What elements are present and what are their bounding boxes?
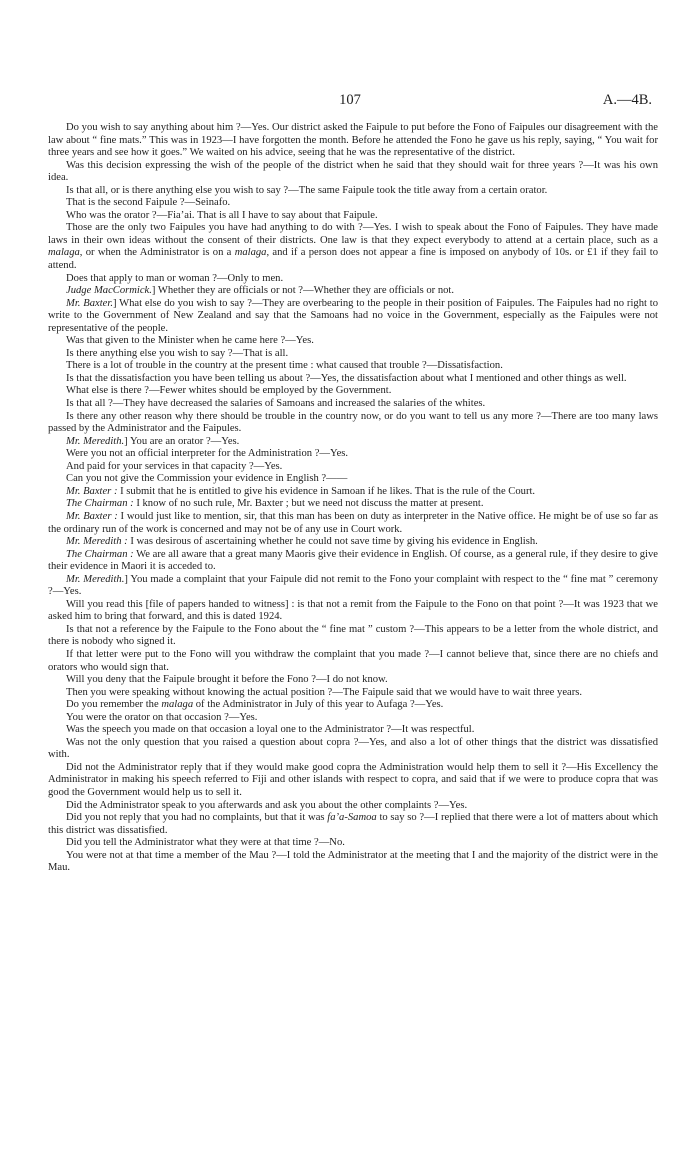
- paragraph: [48, 197, 658, 210]
- text-run: Was that given to the Minister when he came here ?—Yes.: [66, 335, 314, 347]
- text-run: Will you deny that the Faipule brought it before the Fono ?—I do not know.: [66, 674, 388, 686]
- paragraph: [48, 398, 658, 411]
- paragraph: [48, 373, 658, 386]
- italic-text-run: Mr. Meredith.: [66, 435, 125, 447]
- text-run: Is there any other reason why there should be trouble in the country now, or do you want to tell us any more ?—There are too many laws passed by the Administrator and the Faipules.: [48, 410, 658, 435]
- text-run: Do you remember the: [66, 699, 162, 711]
- paragraph: [48, 185, 658, 198]
- italic-text-run: fa’a-Samoa: [327, 812, 377, 824]
- paragraph: [48, 699, 658, 712]
- text-run: Who was the orator ?—Fia’ai. That is all I have to say about that Faipule.: [66, 209, 378, 221]
- document-reference: A.—4B.: [602, 92, 652, 108]
- paragraph: [48, 360, 658, 373]
- text-run: ] Whether they are officials or not ?—Whether they are officials or not.: [151, 285, 455, 297]
- paragraph: [48, 448, 658, 461]
- paragraph: [48, 737, 658, 762]
- paragraph: [48, 385, 658, 398]
- paragraph: [48, 436, 658, 449]
- paragraph: [48, 160, 658, 185]
- paragraph: [48, 222, 658, 272]
- paragraph: [48, 411, 658, 436]
- paragraph: [48, 285, 658, 298]
- paragraph: [48, 837, 658, 850]
- paragraph: [48, 335, 658, 348]
- text-run: I submit that he is entitled to give his evidence in Samoan if he likes. That is the rule of the Court.: [117, 485, 536, 497]
- text-run: Do you wish to say anything about him ?—Yes. Our district asked the Faipule to put before the Fono of Faipules our disagreement with the law about “ fine mats.” This was in 1923—I have forgotten the month. Before he attended the Fono he gave us his reply, saying, “ You wait for three years and see how it goes.” We waited on his advice, seeing that he was the representative of the district.: [48, 122, 658, 159]
- paragraph: [48, 473, 658, 486]
- paragraph: [48, 674, 658, 687]
- paragraph: [48, 486, 658, 499]
- text-run: Was the speech you made on that occasion a loyal one to the Administrator ?—It was respectful.: [66, 724, 475, 736]
- text-run: There is a lot of trouble in the country at the present time : what caused that trouble ?—Dissatisfaction.: [66, 360, 503, 372]
- text-run: That is the second Faipule ?—Seinafo.: [66, 197, 231, 209]
- paragraph: [48, 298, 658, 336]
- text-run: And paid for your services in that capacity ?—Yes.: [66, 460, 283, 472]
- text-run: ] What else do you wish to say ?—They are overbearing to the people in their position of Faipules. The Faipules had no right to write to the Government of New Zealand and say that the Samoans had no voice in the Government, especially as the Faipules were not representative of the people.: [48, 297, 659, 334]
- body-text: [48, 122, 658, 875]
- italic-text-run: Judge MacCormick.: [66, 285, 152, 297]
- paragraph: [48, 800, 658, 813]
- paragraph: [48, 511, 658, 536]
- text-run: Then you were speaking without knowing the actual position ?—The Faipule said that we would have to wait three years.: [66, 686, 583, 698]
- text-run: You were not at that time a member of the Mau ?—I told the Administrator at the meeting that I and the majority of the district were in the Mau.: [48, 849, 658, 874]
- paragraph: [48, 724, 658, 737]
- paragraph: [48, 273, 658, 286]
- page-number: 107: [339, 92, 361, 108]
- text-run: Does that apply to man or woman ?—Only to men.: [66, 272, 284, 284]
- italic-text-run: Mr. Baxter.: [66, 297, 113, 309]
- paragraph: [48, 599, 658, 624]
- italic-text-run: malaga: [234, 247, 267, 259]
- text-run: Did not the Administrator reply that if they would make good copra the Administration would help them to sell it ?—His Excellency the Administrator in making his speech referred to Fiji and other islands with respect to copra, and said that if we were to produce copra that was good the Government would help us to sell it.: [48, 761, 658, 798]
- paragraph: [48, 850, 658, 875]
- paragraph: [48, 348, 658, 361]
- paragraph: [48, 649, 658, 674]
- paragraph: [48, 461, 658, 474]
- text-run: Is that all, or is there anything else you wish to say ?—The same Faipule took the title away from a certain orator.: [66, 184, 548, 196]
- paragraph: [48, 536, 658, 549]
- paragraph: [48, 498, 658, 511]
- text-run: We are all aware that a great many Maoris give their evidence in English. Of course, as a general rule, if they desire to give their evidence in Maori it is acceded to.: [48, 548, 658, 573]
- text-run: Was this decision expressing the wish of the people of the district when he said that they should wait for three years ?—It was his own idea.: [48, 159, 658, 184]
- italic-text-run: The Chairman :: [66, 498, 134, 510]
- text-run: Can you not give the Commission your evidence in English ?——: [66, 473, 348, 485]
- text-run: of the Administrator in July of this year to Aufaga ?—Yes.: [193, 699, 444, 711]
- text-run: I was desirous of ascertaining whether he could not save time by giving his evidence in English.: [127, 536, 538, 548]
- text-run: Is that not a reference by the Faipule to the Fono about the “ fine mat ” custom ?—This appears to be a letter from the whole district, and there is nobody who signed it.: [48, 623, 658, 648]
- text-run: If that letter were put to the Fono will you withdraw the complaint that you made ?—I cannot believe that, since there are no chiefs and orators who would sign that.: [48, 648, 658, 673]
- text-run: Was not the only question that you raised a question about copra ?—Yes, and also a lot of other things that the district was dissatisfied with.: [48, 736, 658, 761]
- paragraph: [48, 549, 658, 574]
- paragraph: [48, 812, 658, 837]
- text-run: Those are the only two Faipules you have had anything to do with ?—Yes. I wish to speak about the Fono of Faipules. They have made laws in their own ideas without the consent of their districts. One law is that they expect everybody to attend at a certain place, such as a: [48, 222, 658, 246]
- text-run: Were you not an official interpreter for the Administration ?—Yes.: [66, 448, 349, 460]
- text-run: What else is there ?—Fewer whites should be employed by the Government.: [66, 385, 392, 397]
- paragraph: [48, 687, 658, 700]
- italic-text-run: Mr. Baxter :: [66, 510, 118, 522]
- paragraph: [48, 762, 658, 800]
- text-run: , or when the Administrator is on a: [79, 247, 235, 259]
- italic-text-run: Mr. Meredith :: [66, 536, 128, 548]
- italic-text-run: Mr. Meredith.: [66, 573, 125, 585]
- text-run: Is that the dissatisfaction you have been telling us about ?—Yes, the dissatisfaction about what I mentioned and other things as well.: [66, 372, 627, 384]
- text-run: Is there anything else you wish to say ?—That is all.: [66, 347, 289, 359]
- italic-text-run: malaga: [161, 699, 194, 711]
- text-run: ] You made a complaint that your Faipule did not remit to the Fono your complaint with respect to the “ fine mat ” ceremony ?—Yes.: [48, 573, 659, 598]
- text-run: Did you not reply that you had no complaints, but that it was: [66, 812, 328, 824]
- paragraph: [48, 122, 658, 160]
- text-run: ] You are an orator ?—Yes.: [124, 435, 240, 447]
- text-run: I know of no such rule, Mr. Baxter ; but we need not discuss the matter at present.: [133, 498, 484, 510]
- text-run: You were the orator on that occasion ?—Yes.: [66, 711, 258, 723]
- text-run: , and if a person does not appear a fine is imposed on anybody of 10s. or £1 if they fail to attend.: [48, 247, 658, 272]
- paragraph: [48, 712, 658, 725]
- paragraph: [48, 624, 658, 649]
- italic-text-run: Mr. Baxter :: [66, 485, 118, 497]
- text-run: Did the Administrator speak to you afterwards and ask you about the other complaints ?—Yes.: [66, 799, 468, 811]
- text-run: Will you read this [file of papers handed to witness] : is that not a remit from the Faipule to the Fono on that point ?—It was 1923 that we asked him to bring that forward, and this is dated 1924.: [48, 598, 658, 623]
- text-run: I would just like to mention, sir, that this man has been on duty as interpreter in the Native office. He might be of use so far as the ordinary run of the work is concerned and may not be of any use in Court work.: [48, 510, 658, 535]
- paragraph: [48, 210, 658, 223]
- text-run: to say so ?—I replied that there were a lot of matters about which this district was dissatisfied.: [48, 812, 658, 836]
- italic-text-run: The Chairman :: [66, 548, 134, 560]
- italic-text-run: malaga: [48, 247, 80, 259]
- paragraph: [48, 574, 658, 599]
- text-run: Did you tell the Administrator what they were at that time ?—No.: [66, 837, 345, 849]
- text-run: Is that all ?—They have decreased the salaries of Samoans and increased the salaries of the whites.: [66, 398, 486, 410]
